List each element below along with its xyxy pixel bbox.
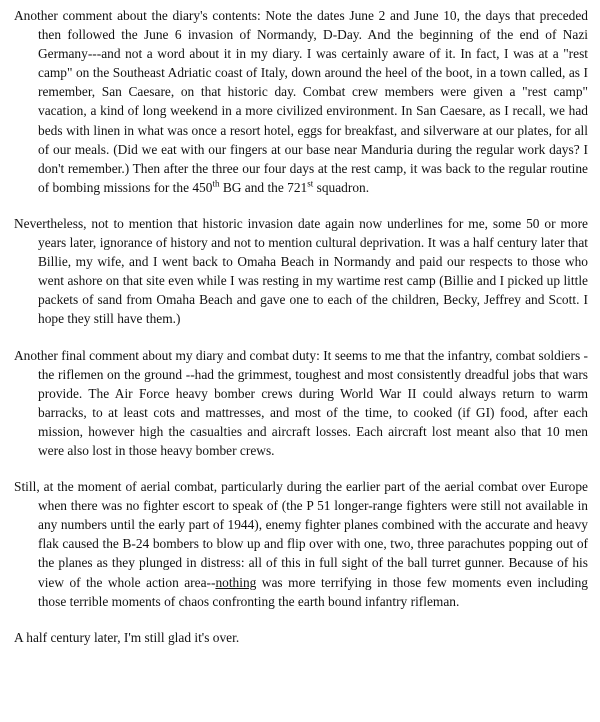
paragraph-text: BG and the 721 — [219, 179, 308, 195]
paragraph-nevertheless: Nevertheless, not to mention that historic invasion date again now underlines for me, some 50 or more years later, ignorance of history and not to mention cultural deprivation. It was a half century later that Billie, my wife, and I went back to Omaha Beach in Normandy and paid our respects to those who went ashore on that site even while I was resting in my wartime rest camp (Billie and I picked up little packets of sand from Omaha Beach and gave one to each of the children, Becky, Jeffrey and Scott. I hope they still have them.) — [14, 215, 588, 327]
paragraph-text: was more terrifying in those few moments even including those terrible moments of chaos confronting the earth bound infantry rifleman. — [38, 574, 588, 609]
superscript-th: th — [212, 178, 220, 189]
paragraph-text: squadron. — [313, 179, 370, 195]
paragraph-text: Still, at the moment of aerial combat, particularly during the earlier part of the aerial combat over Europe when there was no fighter escort to speak of (the P 51 longer-range fighters were still not available in any numbers until the early part of 1944), enemy fighter planes combined with the accurate and heavy flak caused the B-24 bombers to blow up and flip over with one, two, three parachutes popping out of the planes as they plunged in distress: all of this in full sight of the ball turret gunner. Because of his view of the whole action area-- — [14, 479, 588, 590]
paragraph-text: Another comment about the diary's contents: Note the dates June 2 and June 10, the days that preceded then followed the June 6 invasion of Normandy, D-Day. And the beginning of the end of Nazi Germany---and not a word about it in my diary. I was certainly aware of it. In fact, I was at a "rest camp" on the Southeast Adriatic coast of Italy, down around the heel of the boot, in a town called, as I remember, San Caesare, on that historic day. Combat crew members were given a "rest camp" vacation, a kind of long weekend in a more civilized environment. In San Caesare, as I recall, we had beds with linen in what was once a resort hotel, eggs for breakfast, and silverware at our plates, for all of our meals. (Did we eat with our fingers at our base near Manduria during the regular work days? I don't remember.) Then after the three our four days at the rest camp, it was back to the regular routine of bombing missions for the 450 — [14, 8, 588, 195]
paragraph-closing: A half century later, I'm still glad it's over. — [14, 629, 240, 645]
paragraph-final-comment: Another final comment about my diary and combat duty: It seems to me that the infantry, combat soldiers - the riflemen on the ground --had the grimmest, toughest and most consistently dreadful jobs that wars provide. The Air Force heavy bomber crews during World War II could always return to warm barracks, to at least cots and mattresses, and most of the time, to cooked (if GI) food, after each mission, however high the casualties and aircraft losses. Each aircraft lost meant also that 10 men were also lost in those heavy bomber crews. — [14, 347, 588, 458]
underlined-word: nothing — [215, 574, 257, 590]
paragraph-aerial-combat — [14, 477, 588, 611]
paragraph-diary-contents — [14, 6, 588, 197]
superscript-st: st — [307, 178, 314, 189]
